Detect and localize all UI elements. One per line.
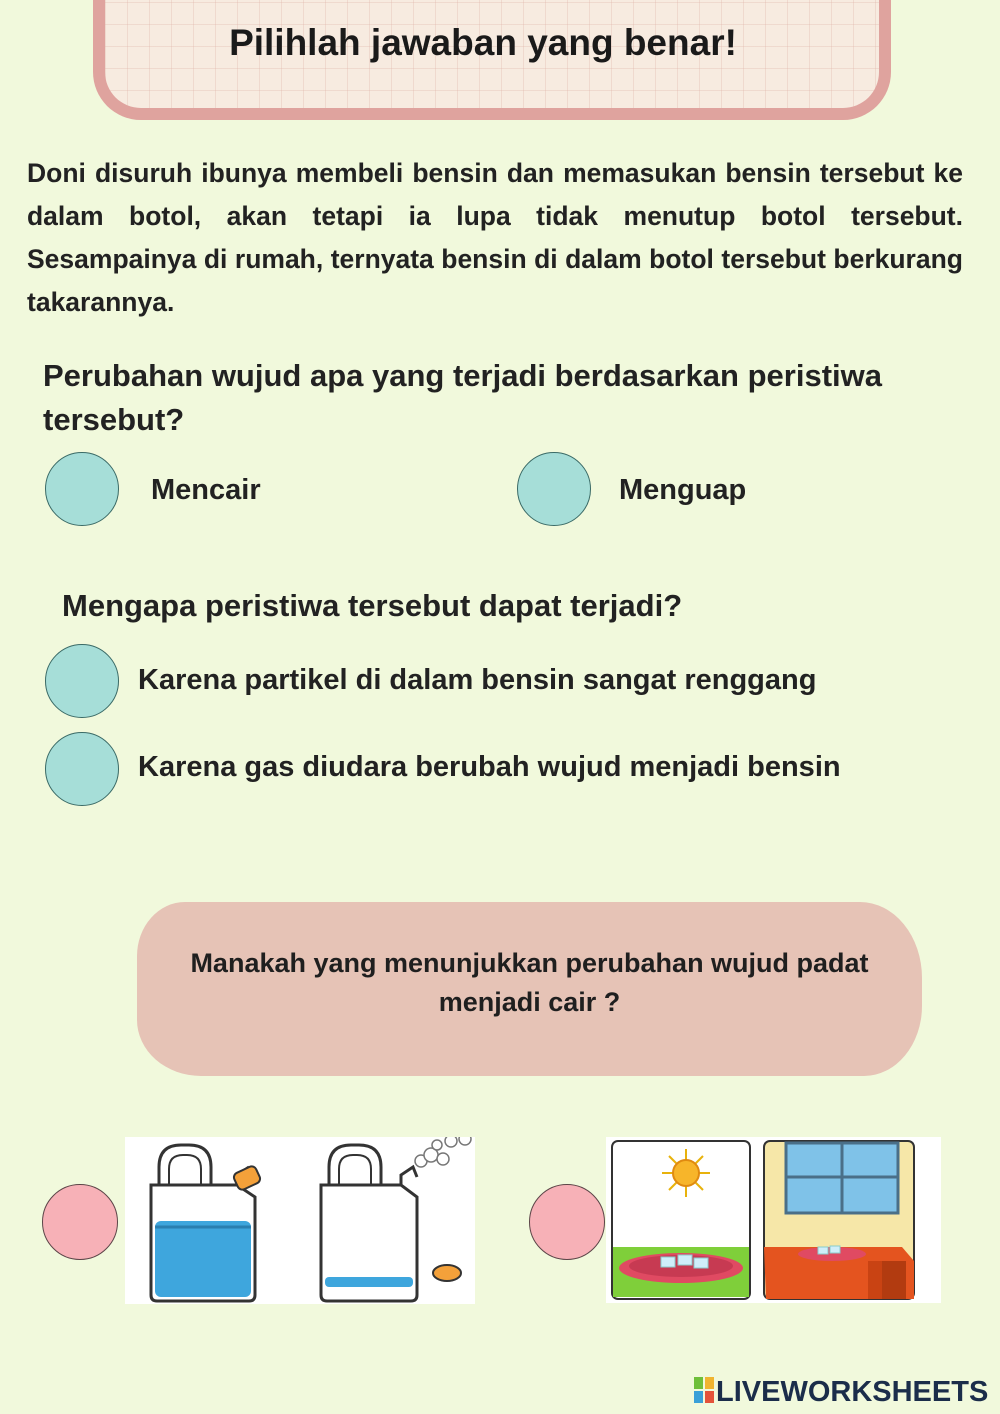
- liveworksheets-logo-text: LIVEWORKSHEETS: [716, 1376, 989, 1408]
- answer-circle-image-b[interactable]: [529, 1184, 605, 1260]
- answer-circle-menguap[interactable]: [517, 452, 591, 526]
- page-title: Pilihlah jawaban yang benar!: [229, 22, 737, 63]
- question-2-text: Mengapa peristiwa tersebut dapat terjadi?: [62, 588, 683, 623]
- answer-circle-option-b[interactable]: [45, 732, 119, 806]
- answer-circle-option-a[interactable]: [45, 644, 119, 718]
- liveworksheets-logo-icon: [694, 1377, 714, 1403]
- option-label-menguap: Menguap: [619, 474, 747, 506]
- option-label-mencair: Mencair: [151, 474, 261, 506]
- option-label-b: Karena gas diudara berubah wujud menjadi bensin: [138, 751, 841, 783]
- story-paragraph: Doni disuruh ibunya membeli bensin dan memasukan bensin tersebut ke dalam botol, akan tetapi ia lupa tidak menutup botol tersebut. Sesampainya di rumah, ternyata bensin di dalam botol tersebut berkurang takarannya.: [27, 158, 963, 317]
- bottle-evaporation-image: [125, 1137, 475, 1304]
- question-3-text: Manakah yang menunjukkan perubahan wujud padat menjadi cair ?: [190, 948, 869, 1017]
- ice-melting-image: [606, 1137, 941, 1303]
- answer-circle-mencair[interactable]: [45, 452, 119, 526]
- answer-circle-image-a[interactable]: [42, 1184, 118, 1260]
- option-label-a: Karena partikel di dalam bensin sangat renggang: [138, 664, 817, 696]
- liveworksheets-logo: [694, 1376, 988, 1406]
- question-1-text: Perubahan wujud apa yang terjadi berdasarkan peristiwa tersebut?: [43, 358, 882, 437]
